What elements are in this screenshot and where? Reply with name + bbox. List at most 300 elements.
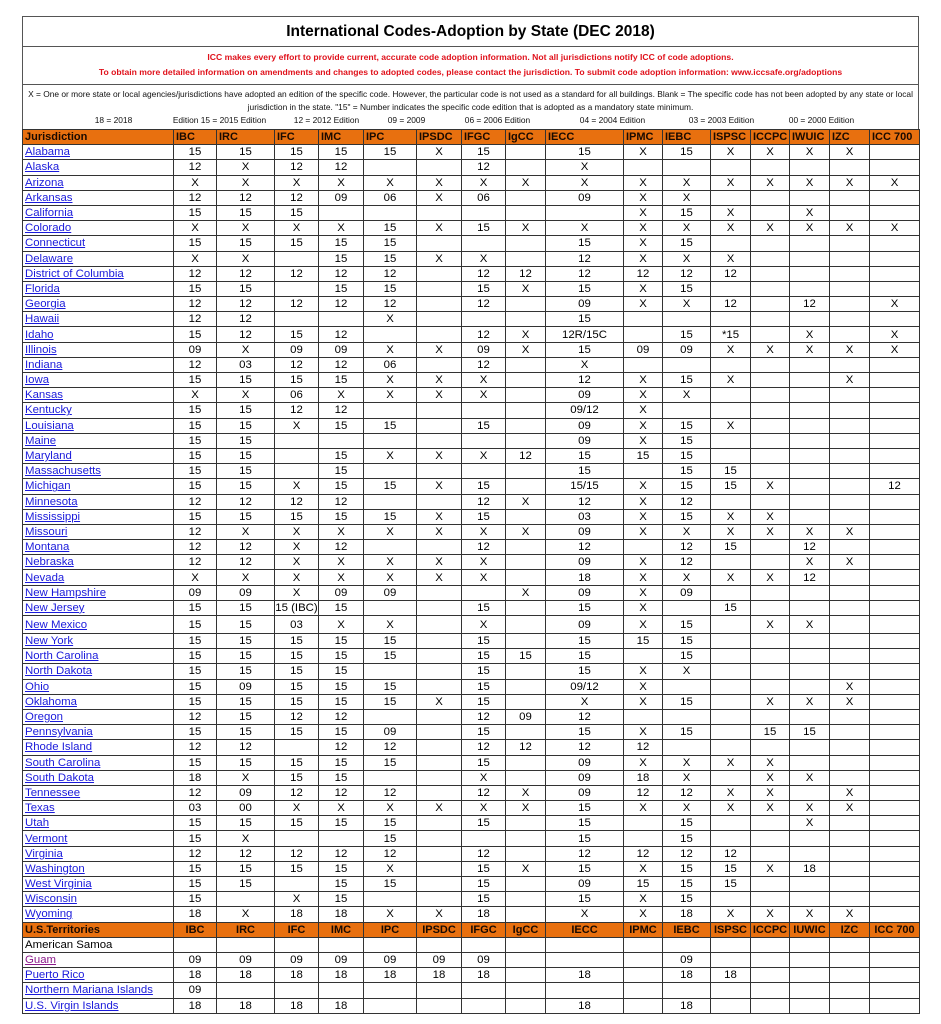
code-cell: 15 bbox=[624, 448, 663, 463]
jurisdiction-link-rhode-island[interactable]: Rhode Island bbox=[25, 741, 93, 754]
code-cell bbox=[751, 281, 790, 296]
jurisdiction-link-alabama[interactable]: Alabama bbox=[25, 146, 70, 159]
code-cell: 15 bbox=[217, 861, 275, 876]
code-cell bbox=[830, 892, 870, 907]
table-row bbox=[23, 145, 920, 160]
jurisdiction-cell bbox=[23, 342, 174, 357]
jurisdiction-link-washington[interactable]: Washington bbox=[25, 862, 85, 875]
code-cell bbox=[546, 205, 624, 220]
code-cell bbox=[417, 327, 462, 342]
code-cell bbox=[462, 464, 506, 479]
code-cell: X bbox=[462, 251, 506, 266]
code-cell: X bbox=[711, 570, 751, 585]
code-cell: X bbox=[790, 342, 830, 357]
code-cell bbox=[417, 983, 462, 998]
notice-line-1: ICC makes every effort to provide current, accurate code adoption information. Not all jurisdictions notify ICC of code adoptions. bbox=[207, 52, 734, 62]
code-cell bbox=[711, 998, 751, 1013]
jurisdiction-link-district-of-columbia[interactable]: District of Columbia bbox=[25, 267, 124, 280]
code-cell: X bbox=[624, 555, 663, 570]
code-cell bbox=[624, 649, 663, 664]
code-cell bbox=[417, 892, 462, 907]
code-cell: 18 bbox=[174, 770, 217, 785]
column-header-iebc: IEBC bbox=[663, 922, 711, 937]
jurisdiction-link-tennessee[interactable]: Tennessee bbox=[25, 786, 81, 799]
code-cell: 15 bbox=[663, 205, 711, 220]
jurisdiction-link-georgia[interactable]: Georgia bbox=[25, 298, 66, 311]
code-cell: X bbox=[506, 281, 546, 296]
jurisdiction-link-south-dakota[interactable]: South Dakota bbox=[25, 771, 95, 784]
code-cell bbox=[319, 831, 364, 846]
jurisdiction-link-ohio[interactable]: Ohio bbox=[25, 680, 50, 693]
code-cell bbox=[506, 664, 546, 679]
code-cell: X bbox=[417, 509, 462, 524]
jurisdiction-link-hawaii[interactable]: Hawaii bbox=[25, 313, 60, 326]
code-cell: 15 bbox=[174, 418, 217, 433]
code-cell: X bbox=[624, 433, 663, 448]
code-cell: 12 bbox=[217, 266, 275, 281]
jurisdiction-cell bbox=[23, 801, 174, 816]
code-cell: 12 bbox=[546, 373, 624, 388]
code-cell: 12 bbox=[275, 785, 319, 800]
jurisdiction-link-northern-mariana-islands[interactable]: Northern Mariana Islands bbox=[25, 984, 153, 997]
code-cell bbox=[711, 709, 751, 724]
code-cell: X bbox=[624, 373, 663, 388]
code-cell bbox=[417, 755, 462, 770]
jurisdiction-link-west-virginia[interactable]: West Virginia bbox=[25, 878, 92, 891]
code-cell: 15 bbox=[319, 373, 364, 388]
jurisdiction-link-new-york[interactable]: New York bbox=[25, 635, 74, 648]
jurisdiction-link-connecticut[interactable]: Connecticut bbox=[25, 237, 86, 250]
jurisdiction-link-new-jersey[interactable]: New Jersey bbox=[25, 601, 85, 614]
jurisdiction-link-u-s-virgin-islands[interactable]: U.S. Virgin Islands bbox=[25, 999, 119, 1012]
code-cell bbox=[830, 770, 870, 785]
code-cell bbox=[830, 709, 870, 724]
jurisdiction-link-puerto-rico[interactable]: Puerto Rico bbox=[25, 969, 85, 982]
code-cell: 15 bbox=[546, 448, 624, 463]
code-cell: 12 bbox=[275, 846, 319, 861]
code-cell: X bbox=[790, 175, 830, 190]
code-cell: 00 bbox=[217, 801, 275, 816]
code-cell: 12 bbox=[319, 740, 364, 755]
jurisdiction-cell bbox=[23, 555, 174, 570]
code-cell: 15 bbox=[462, 418, 506, 433]
code-cell: X bbox=[319, 570, 364, 585]
code-cell: 15 bbox=[462, 634, 506, 649]
code-cell bbox=[364, 998, 417, 1013]
jurisdiction-link-kansas[interactable]: Kansas bbox=[25, 389, 63, 402]
code-cell: X bbox=[751, 342, 790, 357]
jurisdiction-link-arizona[interactable]: Arizona bbox=[25, 176, 64, 189]
notice-box bbox=[22, 46, 919, 84]
table-row bbox=[23, 740, 920, 755]
code-cell: X bbox=[364, 616, 417, 634]
code-cell bbox=[364, 403, 417, 418]
code-cell: 03 bbox=[546, 509, 624, 524]
code-cell bbox=[870, 494, 920, 509]
code-cell: 12 bbox=[546, 709, 624, 724]
code-cell: 15 bbox=[275, 373, 319, 388]
code-cell bbox=[546, 937, 624, 952]
code-cell: X bbox=[364, 861, 417, 876]
jurisdiction-link-maryland[interactable]: Maryland bbox=[25, 450, 72, 463]
code-cell: X bbox=[174, 175, 217, 190]
code-cell bbox=[751, 634, 790, 649]
code-cell: 09 bbox=[275, 342, 319, 357]
code-cell bbox=[319, 983, 364, 998]
code-cell: 15 bbox=[275, 649, 319, 664]
code-cell: 15 bbox=[275, 205, 319, 220]
code-cell bbox=[506, 479, 546, 494]
jurisdiction-cell bbox=[23, 740, 174, 755]
code-cell bbox=[830, 664, 870, 679]
code-cell: X bbox=[462, 388, 506, 403]
code-cell: 12 bbox=[174, 297, 217, 312]
jurisdiction-link-louisiana[interactable]: Louisiana bbox=[25, 419, 74, 432]
code-cell bbox=[830, 312, 870, 327]
code-cell bbox=[751, 585, 790, 600]
column-header-ifgc: IFGC bbox=[462, 130, 506, 145]
code-cell: 12 bbox=[711, 266, 751, 281]
code-cell: 15 bbox=[663, 649, 711, 664]
code-cell: 18 bbox=[275, 998, 319, 1013]
jurisdiction-link-new-hampshire[interactable]: New Hampshire bbox=[25, 586, 107, 599]
code-cell bbox=[174, 937, 217, 952]
code-cell bbox=[364, 494, 417, 509]
code-cell: X bbox=[364, 570, 417, 585]
code-cell bbox=[751, 357, 790, 372]
code-cell: 18 bbox=[663, 907, 711, 922]
code-cell bbox=[462, 312, 506, 327]
code-cell: 09 bbox=[663, 342, 711, 357]
table-row bbox=[23, 342, 920, 357]
jurisdiction-link-new-mexico[interactable]: New Mexico bbox=[25, 618, 88, 631]
code-cell: X bbox=[506, 221, 546, 236]
jurisdiction-cell bbox=[23, 831, 174, 846]
legend-text: X = One or more state or local agencies/jurisdictions have adopted an edition of the specific code. However, the particular code is not used as a standard for all buildings. Blank = The specific code has not been adopted by any state or local jurisdiction in the state. "15" = Number indicates the specific code edition that is adopted as a mandatory state minimum. bbox=[28, 89, 913, 112]
code-cell bbox=[870, 570, 920, 585]
code-cell: X bbox=[417, 907, 462, 922]
code-cell: 15 bbox=[319, 877, 364, 892]
jurisdiction-link-missouri[interactable]: Missouri bbox=[25, 525, 68, 538]
code-cell bbox=[711, 634, 751, 649]
code-cell: X bbox=[546, 160, 624, 175]
code-cell bbox=[506, 357, 546, 372]
code-cell bbox=[830, 403, 870, 418]
code-cell: X bbox=[751, 524, 790, 539]
jurisdiction-link-oklahoma[interactable]: Oklahoma bbox=[25, 695, 77, 708]
code-cell: 12 bbox=[217, 312, 275, 327]
table-row bbox=[23, 570, 920, 585]
code-cell: 15 bbox=[174, 616, 217, 634]
column-header-iuwic: IUWIC bbox=[790, 922, 830, 937]
code-cell: 15 bbox=[319, 236, 364, 251]
jurisdiction-cell bbox=[23, 755, 174, 770]
jurisdiction-link-delaware[interactable]: Delaware bbox=[25, 252, 74, 265]
code-cell bbox=[751, 297, 790, 312]
jurisdiction-link-mississippi[interactable]: Mississippi bbox=[25, 510, 81, 523]
jurisdiction-link-minnesota[interactable]: Minnesota bbox=[25, 495, 78, 508]
column-header-icc-700: ICC 700 bbox=[870, 130, 920, 145]
jurisdiction-link-vermont[interactable]: Vermont bbox=[25, 832, 68, 845]
code-cell: 12 bbox=[663, 540, 711, 555]
code-cell: 09 bbox=[364, 952, 417, 967]
code-cell: X bbox=[462, 801, 506, 816]
jurisdiction-link-north-dakota[interactable]: North Dakota bbox=[25, 665, 93, 678]
code-cell: X bbox=[711, 907, 751, 922]
jurisdiction-cell bbox=[23, 388, 174, 403]
column-header-ipc: IPC bbox=[364, 130, 417, 145]
jurisdiction-link-virginia[interactable]: Virginia bbox=[25, 847, 63, 860]
code-cell bbox=[751, 388, 790, 403]
code-cell: 18 bbox=[546, 998, 624, 1013]
code-cell: X bbox=[624, 600, 663, 615]
code-cell: X bbox=[790, 907, 830, 922]
code-cell: 15 bbox=[462, 877, 506, 892]
code-cell bbox=[462, 983, 506, 998]
code-cell: 09 bbox=[546, 524, 624, 539]
code-cell: 12 bbox=[217, 740, 275, 755]
code-cell: 12 bbox=[624, 740, 663, 755]
code-cell: 15 bbox=[174, 448, 217, 463]
code-cell: 09 bbox=[546, 770, 624, 785]
code-cell bbox=[790, 785, 830, 800]
column-header-ipmc: IPMC bbox=[624, 922, 663, 937]
code-cell: X bbox=[506, 327, 546, 342]
column-header-ipsdc: IPSDC bbox=[417, 130, 462, 145]
code-cell: X bbox=[506, 175, 546, 190]
code-cell: 12 bbox=[319, 357, 364, 372]
jurisdiction-link-colorado[interactable]: Colorado bbox=[25, 222, 72, 235]
code-cell: 15 bbox=[751, 725, 790, 740]
code-cell: 18 bbox=[462, 907, 506, 922]
code-cell bbox=[506, 694, 546, 709]
code-cell: X bbox=[830, 145, 870, 160]
code-cell: 18 bbox=[174, 907, 217, 922]
code-cell bbox=[417, 160, 462, 175]
code-cell: 15 bbox=[663, 616, 711, 634]
jurisdiction-link-south-carolina[interactable]: South Carolina bbox=[25, 756, 101, 769]
code-cell bbox=[751, 494, 790, 509]
code-cell: 09 bbox=[546, 433, 624, 448]
code-cell: 12 bbox=[506, 448, 546, 463]
code-cell: 12 bbox=[217, 297, 275, 312]
code-cell bbox=[462, 585, 506, 600]
code-cell bbox=[275, 937, 319, 952]
code-cell bbox=[751, 555, 790, 570]
code-cell bbox=[790, 679, 830, 694]
code-cell bbox=[711, 649, 751, 664]
code-cell bbox=[275, 281, 319, 296]
code-cell: 15 bbox=[711, 877, 751, 892]
code-cell: 15 bbox=[462, 861, 506, 876]
jurisdiction-link-north-carolina[interactable]: North Carolina bbox=[25, 650, 99, 663]
code-cell bbox=[790, 600, 830, 615]
code-cell: 15 bbox=[364, 694, 417, 709]
code-cell: 12 bbox=[174, 709, 217, 724]
jurisdiction-cell bbox=[23, 327, 174, 342]
code-cell: X bbox=[462, 175, 506, 190]
code-cell: X bbox=[364, 524, 417, 539]
code-cell: X bbox=[275, 801, 319, 816]
code-cell bbox=[217, 937, 275, 952]
code-cell: 15 bbox=[546, 634, 624, 649]
code-cell: 15 bbox=[217, 281, 275, 296]
code-cell: 15 bbox=[275, 327, 319, 342]
code-cell: 06 bbox=[364, 190, 417, 205]
code-cell: 15 bbox=[462, 649, 506, 664]
code-cell: X bbox=[663, 190, 711, 205]
jurisdiction-link-nebraska[interactable]: Nebraska bbox=[25, 556, 74, 569]
code-cell bbox=[790, 664, 830, 679]
code-cell bbox=[790, 634, 830, 649]
table-row bbox=[23, 952, 920, 967]
code-cell bbox=[663, 312, 711, 327]
code-cell bbox=[711, 433, 751, 448]
code-cell: X bbox=[174, 221, 217, 236]
code-cell bbox=[711, 694, 751, 709]
code-cell bbox=[830, 725, 870, 740]
code-cell: 15 bbox=[275, 816, 319, 831]
jurisdiction-link-utah[interactable]: Utah bbox=[25, 817, 50, 830]
code-cell bbox=[790, 494, 830, 509]
code-cell: 18 bbox=[319, 998, 364, 1013]
code-cell bbox=[870, 281, 920, 296]
jurisdiction-link-oregon[interactable]: Oregon bbox=[25, 711, 63, 724]
code-cell: 15 bbox=[319, 725, 364, 740]
jurisdiction-link-massachusetts[interactable]: Massachusetts bbox=[25, 465, 101, 478]
jurisdiction-link-alaska[interactable]: Alaska bbox=[25, 161, 60, 174]
code-cell: X bbox=[462, 770, 506, 785]
code-cell: X bbox=[624, 585, 663, 600]
jurisdiction-cell bbox=[23, 877, 174, 892]
code-cell: 15 bbox=[711, 479, 751, 494]
table-row bbox=[23, 190, 920, 205]
jurisdiction-link-maine[interactable]: Maine bbox=[25, 434, 57, 447]
table-row bbox=[23, 312, 920, 327]
code-cell bbox=[830, 600, 870, 615]
jurisdiction-link-wyoming[interactable]: Wyoming bbox=[25, 908, 73, 921]
code-cell: 15 bbox=[275, 694, 319, 709]
code-cell bbox=[790, 251, 830, 266]
code-cell bbox=[870, 616, 920, 634]
code-cell bbox=[506, 540, 546, 555]
code-cell: 15 bbox=[319, 634, 364, 649]
code-cell: X bbox=[364, 801, 417, 816]
code-cell: 15 bbox=[319, 892, 364, 907]
code-cell: X bbox=[830, 785, 870, 800]
code-cell: 12 bbox=[624, 846, 663, 861]
code-cell bbox=[506, 679, 546, 694]
code-cell bbox=[364, 205, 417, 220]
code-cell: 15 bbox=[174, 679, 217, 694]
jurisdiction-link-montana[interactable]: Montana bbox=[25, 541, 70, 554]
code-cell: X bbox=[217, 251, 275, 266]
code-cell: 12 bbox=[319, 494, 364, 509]
code-cell: 15 bbox=[319, 649, 364, 664]
code-cell: X bbox=[711, 342, 751, 357]
code-cell: X bbox=[217, 570, 275, 585]
code-cell bbox=[751, 998, 790, 1013]
code-cell: 09 bbox=[506, 709, 546, 724]
code-cell: 12 bbox=[546, 740, 624, 755]
code-cell: X bbox=[663, 801, 711, 816]
jurisdiction-link-iowa[interactable]: Iowa bbox=[25, 374, 50, 387]
code-cell: 15 (IBC) bbox=[275, 601, 318, 614]
edition-06: 06 = 2006 Edition bbox=[464, 115, 531, 125]
code-cell: 15 bbox=[462, 694, 506, 709]
jurisdiction-link-arkansas[interactable]: Arkansas bbox=[25, 191, 73, 204]
code-cell: 09 bbox=[217, 585, 275, 600]
code-cell: 12 bbox=[275, 190, 319, 205]
code-cell bbox=[830, 968, 870, 983]
jurisdiction-cell bbox=[23, 770, 174, 785]
code-cell bbox=[663, 160, 711, 175]
jurisdiction-link-california[interactable]: California bbox=[25, 207, 74, 220]
jurisdiction-link-pennsylvania[interactable]: Pennsylvania bbox=[25, 726, 93, 739]
code-cell: X bbox=[364, 175, 417, 190]
code-cell: 12 bbox=[462, 785, 506, 800]
code-cell: 15 bbox=[364, 679, 417, 694]
jurisdiction-link-michigan[interactable]: Michigan bbox=[25, 480, 71, 493]
code-cell: 15 bbox=[174, 664, 217, 679]
code-cell: 18 bbox=[663, 968, 711, 983]
jurisdiction-cell bbox=[23, 816, 174, 831]
table-row bbox=[23, 373, 920, 388]
jurisdiction-link-nevada[interactable]: Nevada bbox=[25, 571, 65, 584]
code-cell: X bbox=[417, 373, 462, 388]
code-cell: 09 bbox=[364, 585, 417, 600]
jurisdiction-link-idaho[interactable]: Idaho bbox=[25, 328, 54, 341]
table-row bbox=[23, 221, 920, 236]
code-cell bbox=[711, 312, 751, 327]
code-cell: 12 bbox=[217, 555, 275, 570]
jurisdiction-link-florida[interactable]: Florida bbox=[25, 282, 60, 295]
code-cell: 15 bbox=[319, 448, 364, 463]
code-cell: X bbox=[663, 251, 711, 266]
code-cell: 12 bbox=[174, 785, 217, 800]
code-cell bbox=[462, 433, 506, 448]
column-header-izc: IZC bbox=[830, 922, 870, 937]
jurisdiction-link-wisconsin[interactable]: Wisconsin bbox=[25, 893, 77, 906]
code-cell bbox=[217, 892, 275, 907]
code-cell bbox=[830, 266, 870, 281]
code-cell bbox=[417, 312, 462, 327]
jurisdiction-link-illinois[interactable]: Illinois bbox=[25, 343, 57, 356]
code-cell bbox=[790, 709, 830, 724]
code-cell bbox=[663, 937, 711, 952]
adoption-sheet bbox=[22, 16, 919, 1014]
code-cell bbox=[462, 403, 506, 418]
code-cell: 09 bbox=[546, 585, 624, 600]
code-cell bbox=[364, 937, 417, 952]
code-cell: X bbox=[790, 524, 830, 539]
code-cell: 15 bbox=[462, 892, 506, 907]
code-cell: 09 bbox=[275, 952, 319, 967]
code-cell bbox=[417, 816, 462, 831]
code-cell: X bbox=[711, 145, 751, 160]
jurisdiction-link-guam[interactable]: Guam bbox=[25, 954, 57, 967]
code-cell: 12 bbox=[174, 190, 217, 205]
jurisdiction-link-indiana[interactable]: Indiana bbox=[25, 358, 63, 371]
jurisdiction-link-kentucky[interactable]: Kentucky bbox=[25, 404, 72, 417]
table-row bbox=[23, 664, 920, 679]
code-cell: 15 bbox=[624, 634, 663, 649]
code-cell: 09 bbox=[546, 785, 624, 800]
jurisdiction-link-texas[interactable]: Texas bbox=[25, 802, 55, 815]
code-cell: 15 bbox=[546, 236, 624, 251]
table-row bbox=[23, 266, 920, 281]
code-cell: 09 bbox=[319, 342, 364, 357]
